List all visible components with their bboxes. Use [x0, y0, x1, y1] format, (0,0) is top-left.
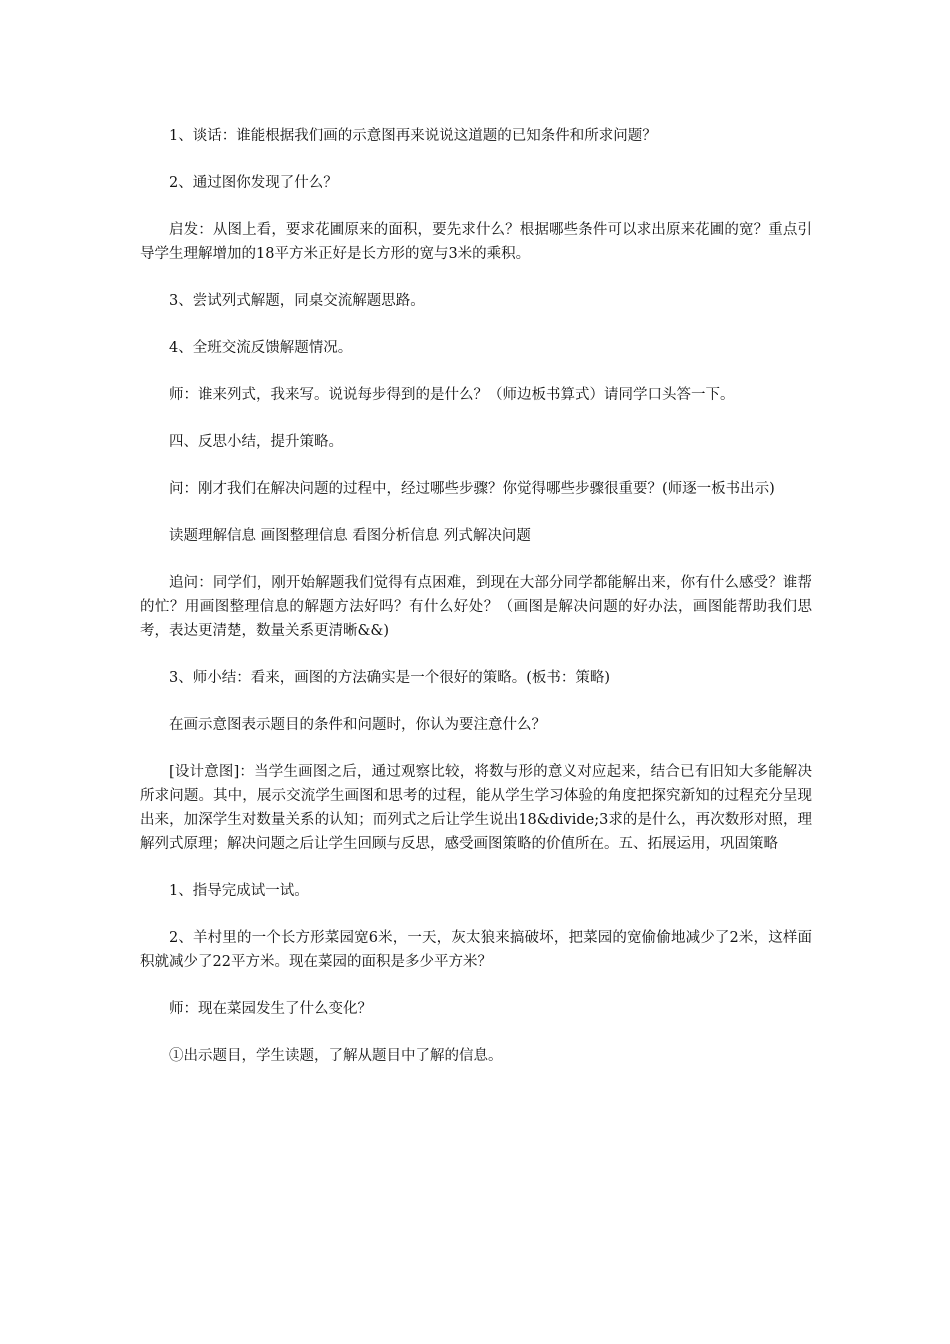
- paragraph-steps-question: 问：刚才我们在解决问题的过程中，经过哪些步骤？你觉得哪些步骤很重要？(师逐一板书出示): [169, 481, 775, 497]
- paragraph-class-feedback: 4、全班交流反馈解题情况。: [169, 340, 353, 356]
- document-body: [140, 124, 812, 1091]
- paragraph-try-solve: 3、尝试列式解题，同桌交流解题思路。: [169, 293, 425, 309]
- paragraph-attention: 在画示意图表示题目的条件和问题时，你认为要注意什么？: [169, 717, 546, 733]
- paragraph-hint: 启发：从图上看，要求花圃原来的面积，要先求什么？根据哪些条件可以求出原来花圃的宽？重点引导学生理解增加的18平方米正好是长方形的宽与3米的乘积。: [140, 222, 812, 262]
- paragraph-show-question: ①出示题目，学生读题，了解从题目中了解的信息。: [169, 1048, 503, 1064]
- paragraph-design-intent: [设计意图]：当学生画图之后，通过观察比较，将数与形的意义对应起来，结合已有旧知大多能解决所求问题。其中，展示交流学生画图和思考的过程，能从学生学习体验的角度把探究新知的过程充分呈现出来，加深学生对数量关系的认知；而列式之后让学生说出18&divide;3求的是什么，再次数形对照，理解列式原理；解决问题之后让学生回顾与反思，感受画图策略的价值所在。五、拓展运用，巩固策略: [140, 764, 812, 852]
- section-heading-reflect: 四、反思小结，提升策略。: [169, 434, 343, 450]
- paragraph-talk-question: 1、谈话：谁能根据我们画的示意图再来说说这道题的已知条件和所求问题？: [169, 128, 657, 144]
- paragraph-teacher-summary: 3、师小结：看来，画图的方法确实是一个很好的策略。(板书：策略): [169, 670, 611, 686]
- paragraph-garden-problem: 2、羊村里的一个长方形菜园宽6米，一天，灰太狼来搞破坏，把菜园的宽偷偷地减少了2米，这样面积就减少了22平方米。现在菜园的面积是多少平方米？: [140, 930, 812, 970]
- paragraph-discover: 2、通过图你发现了什么？: [169, 175, 338, 191]
- paragraph-teacher-formula: 师：谁来列式，我来写。说说每步得到的是什么？（师边板书算式）请同学口头答一下。: [169, 387, 735, 403]
- paragraph-follow-up: 追问：同学们，刚开始解题我们觉得有点困难，到现在大部分同学都能解出来，你有什么感受？谁帮的忙？用画图整理信息的解题方法好吗？有什么好处？（画图是解决问题的好办法，画图能帮助我们思考，表达更清楚，数量关系更清晰&&): [140, 575, 812, 639]
- paragraph-garden-change: 师：现在菜园发生了什么变化？: [169, 1001, 372, 1017]
- paragraph-steps-list: 读题理解信息 画图整理信息 看图分析信息 列式解决问题: [169, 528, 531, 544]
- paragraph-guide-try: 1、指导完成试一试。: [169, 883, 309, 899]
